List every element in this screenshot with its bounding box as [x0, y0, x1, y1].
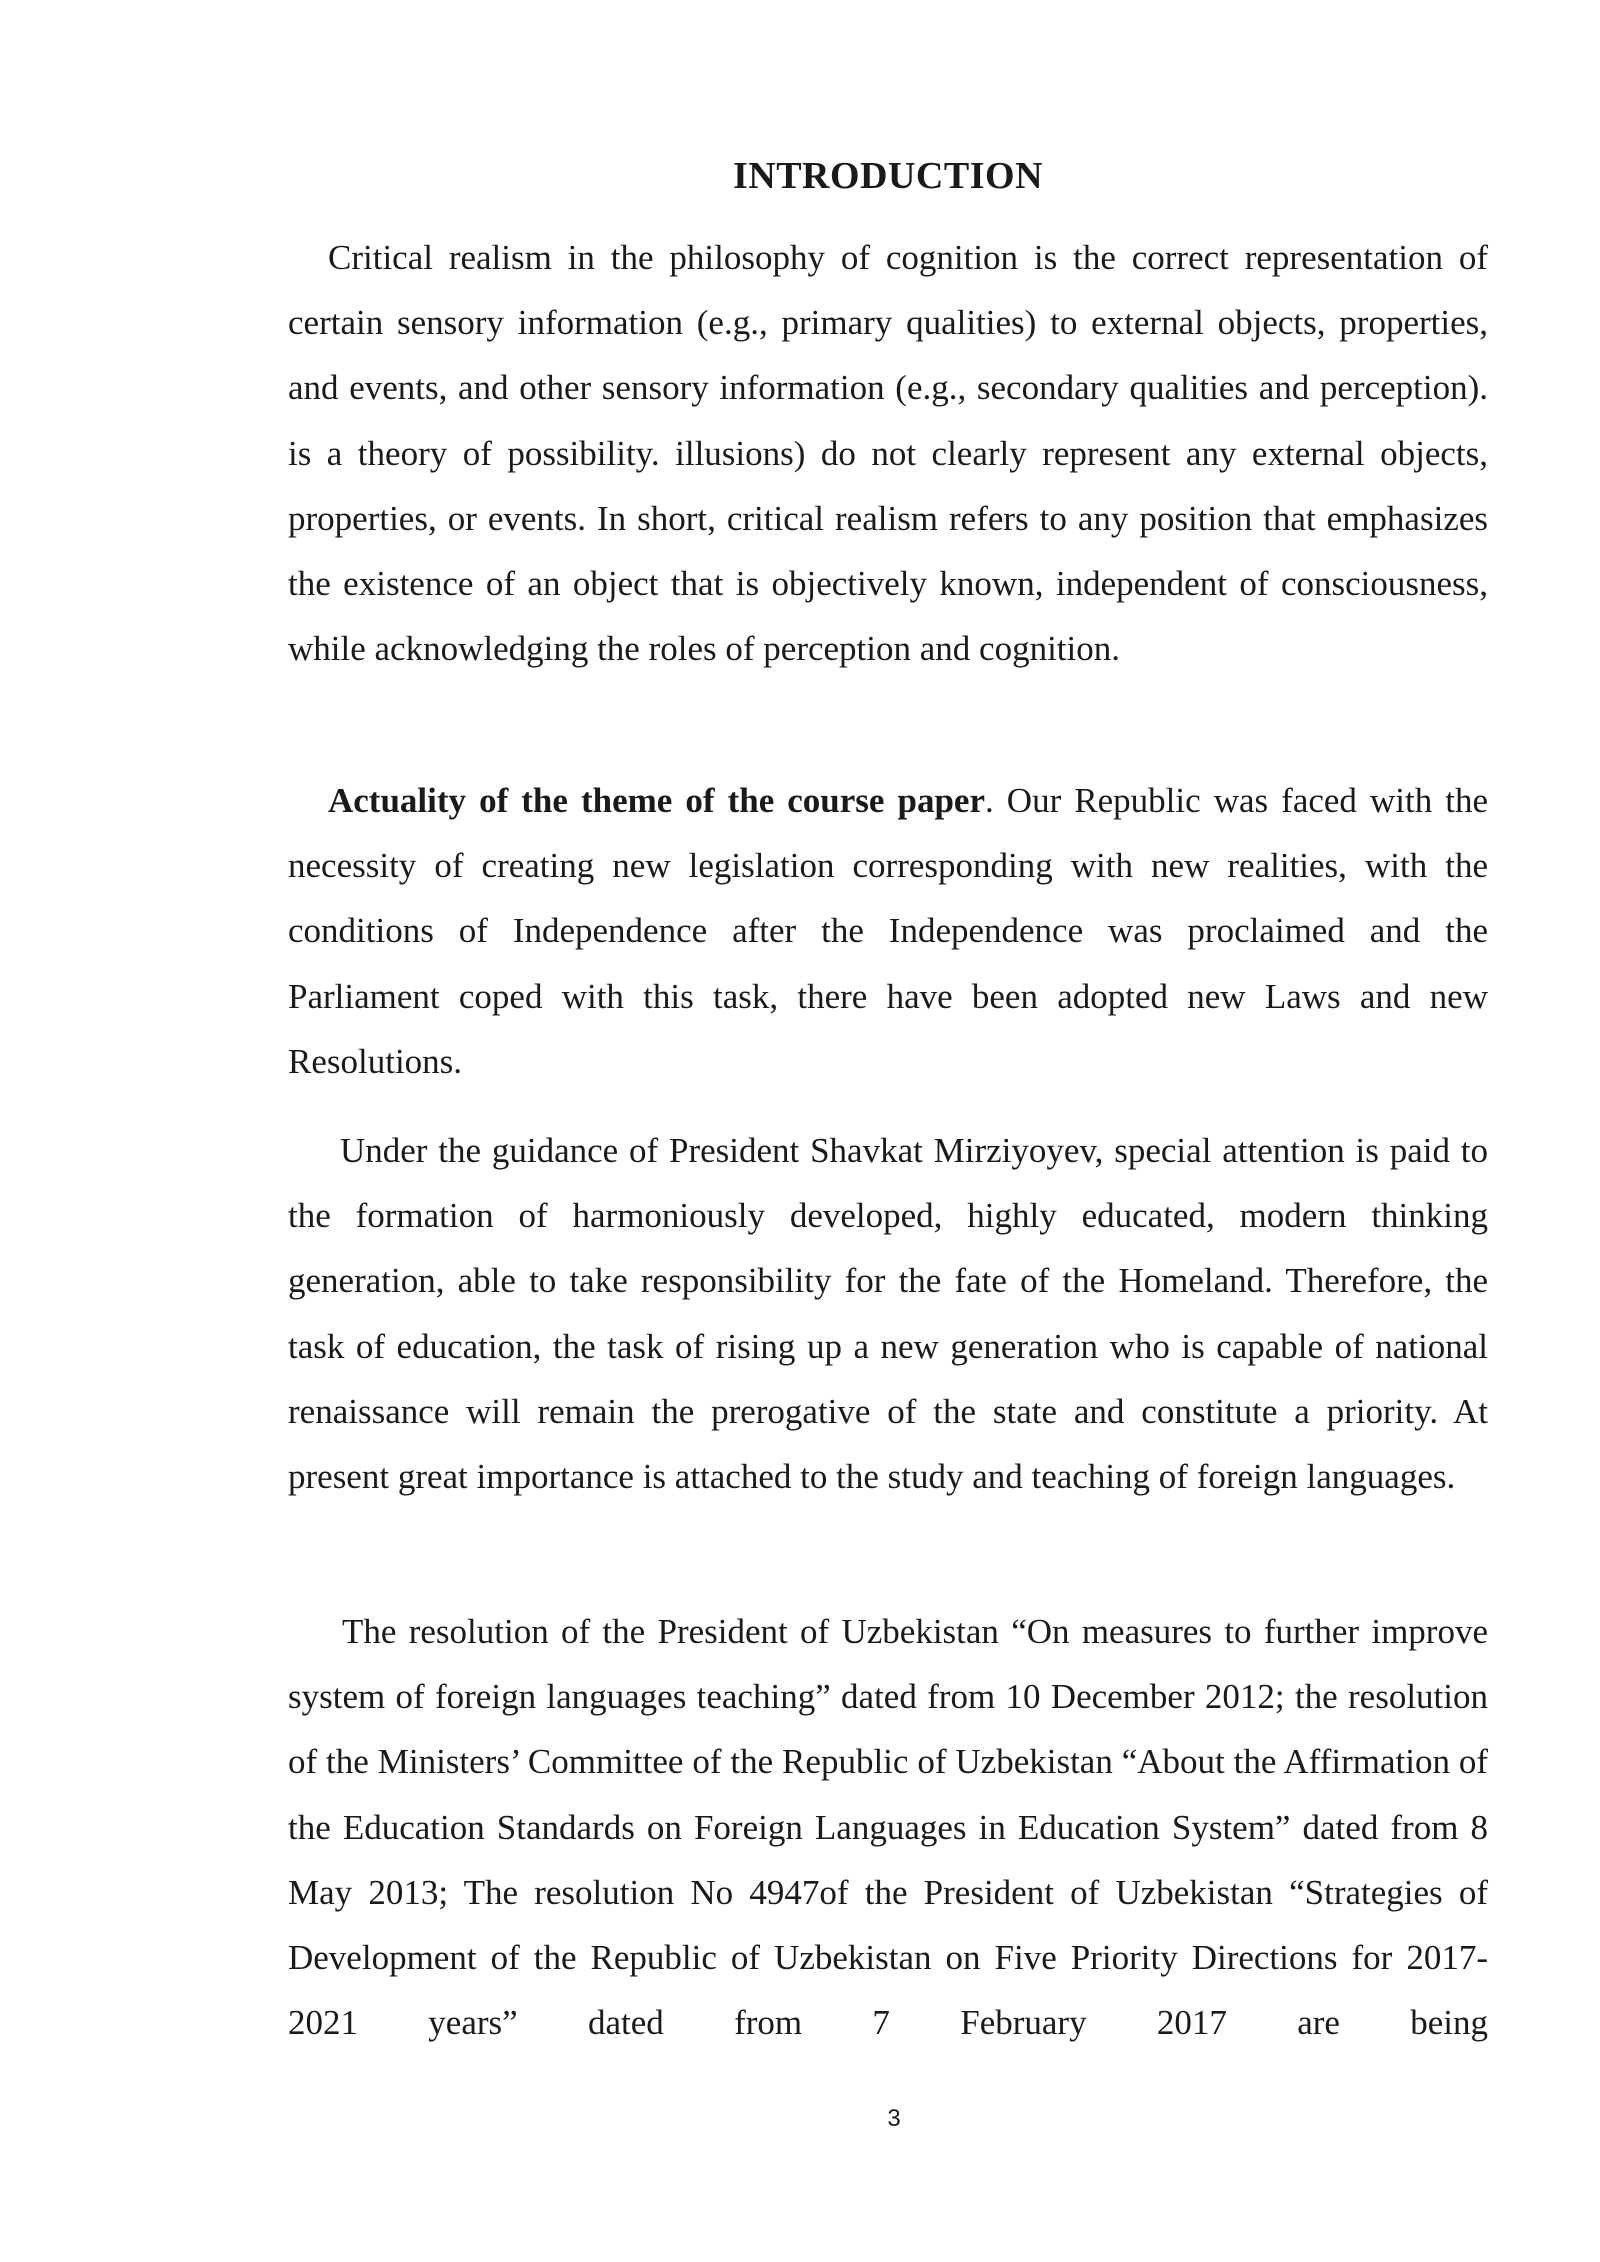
actuality-heading: Actuality of the theme of the course paper — [328, 781, 986, 820]
paragraph-actuality — [288, 768, 1488, 1094]
paragraph-critical-realism: Critical realism in the philosophy of cognition is the correct representation of certain sensory information (e.g., primary qualities) to external objects, properties, and events, and other sensory information (e.g., secondary qualities and perception). is a theory of possibility. illusions) do not clearly represent any external objects, properties, or events. In short, critical realism refers to any position that emphasizes the existence of an object that is objectively known, independent of consciousness, while acknowledging the roles of perception and cognition. — [288, 238, 1488, 669]
paragraph-resolutions: The resolution of the President of Uzbekistan “On measures to further improve system of foreign languages teaching” dated from 10 December 2012; the resolution of the Ministers’ Committee of the Republic of Uzbekistan “About the Affirmation of the Education Standards on Foreign Languages in Education System” dated from 8 May 2013; The resolution No 4947of the President of Uzbekistan “Strategies of Development of the Republic of Uzbekistan on Five Priority Directions for 2017-2021 years” dated from 7 February 2017 are being — [288, 1612, 1488, 2043]
paragraph-guidance: Under the guidance of President Shavkat Mirziyoyev, special attention is paid to the formation of harmoniously developed, highly educated, modern thinking generation, able to take responsibility for the fate of the Homeland. Therefore, the task of education, the task of rising up a new generation who is capable of national renaissance will remain the prerogative of the state and constitute a priority. At present great importance is attached to the study and teaching of foreign languages. — [288, 1131, 1488, 1497]
page-title: INTRODUCTION — [732, 155, 1044, 197]
page-number: 3 — [887, 2105, 901, 2132]
actuality-text: . Our Republic was faced with the necessity of creating new legislation corresponding with new realities, with the conditions of Independence after the Independence was proclaimed and the Parliament coped with this task, there have been adopted new Laws and new Resolutions. — [288, 781, 1488, 1081]
